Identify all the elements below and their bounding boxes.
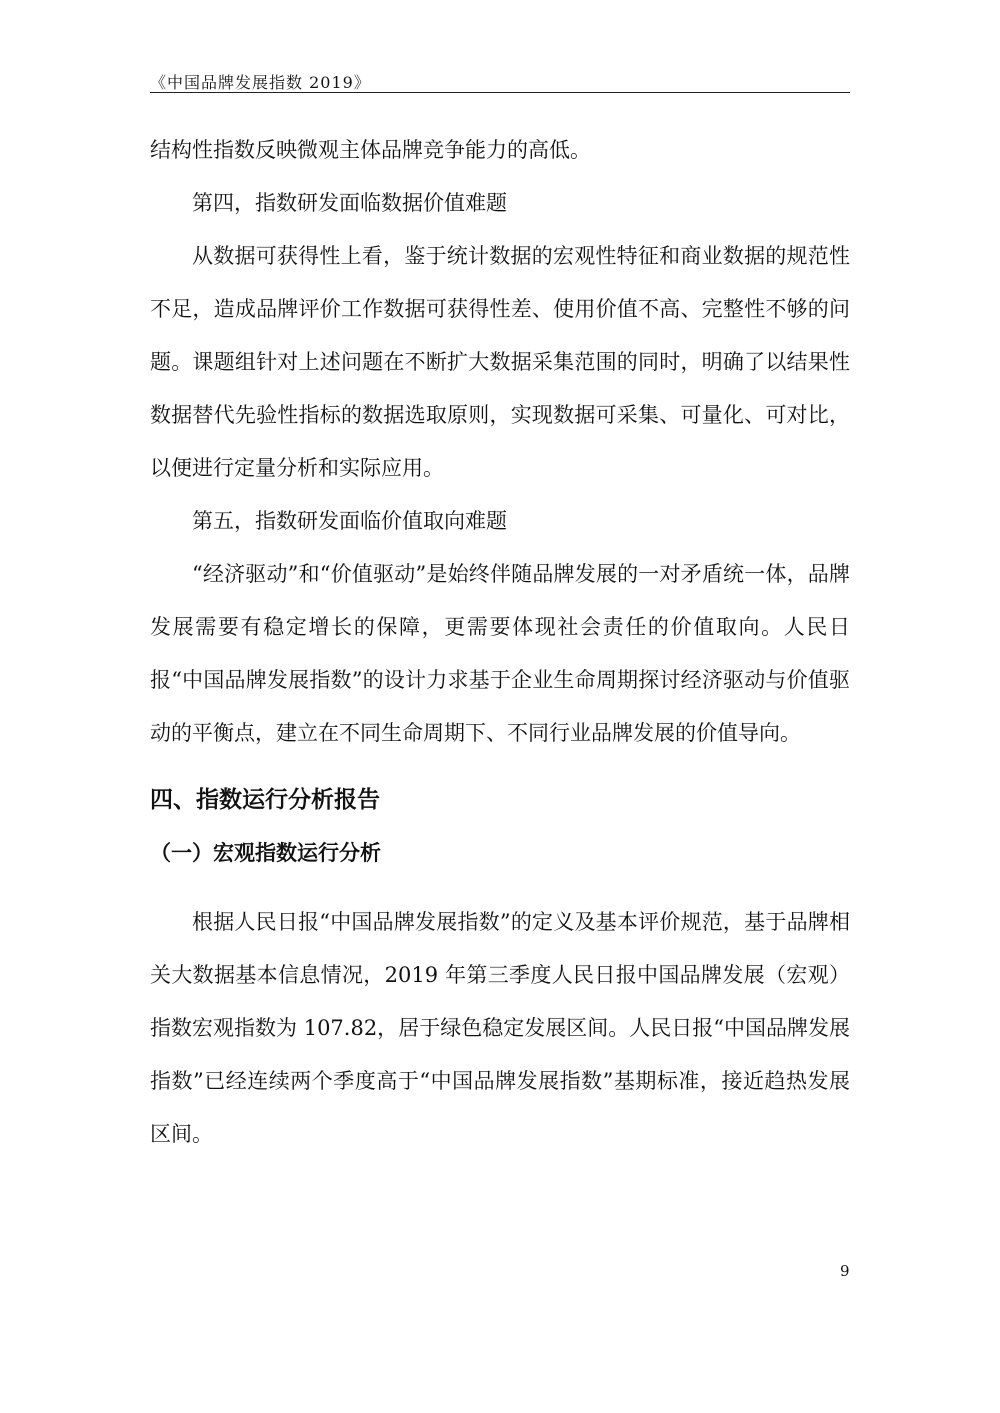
point-five-heading: 第五，指数研发面临价值取向难题 [192,509,507,533]
page-body [150,124,850,1161]
paragraph-data-availability: 从数据可获得性上看，鉴于统计数据的宏观性特征和商业数据的规范性不足，造成品牌评价工作数据可获得性差、使用价值不高、完整性不够的问题。课题组针对上述问题在不断扩大数据采集范围的同时，明确了以结果性数据替代先验性指标的数据选取原则，实现数据可采集、可量化、可对比，以便进行定量分析和实际应用。 [150,244,850,480]
spacer [150,870,850,896]
header-divider [150,92,850,93]
paragraph-structural-index: 结构性指数反映微观主体品牌竞争能力的高低。 [150,138,591,162]
paragraph-macro-index: 根据人民日报“中国品牌发展指数”的定义及基本评价规范，基于品牌相关大数据基本信息情况，2019 年第三季度人民日报中国品牌发展（宏观）指数宏观指数为 107.82，居于绿色稳定发展区间。人民日报“中国品牌发展指数”已经连续两个季度高于“中国品牌发展指数”基期标准，接近趋热发展区间。 [150,910,850,1146]
paragraph-value-orientation: “经济驱动”和“价值驱动”是始终伴随品牌发展的一对矛盾统一体，品牌发展需要有稳定增长的保障，更需要体现社会责任的价值取向。人民日报“中国品牌发展指数”的设计力求基于企业生命周期探讨经济驱动与价值驱动的平衡点，建立在不同生命周期下、不同行业品牌发展的价值导向。 [150,562,850,745]
point-four-heading: 第四，指数研发面临数据价值难题 [192,191,507,215]
section-heading: 四、指数运行分析报告 [150,787,380,813]
subsection-heading: （一）宏观指数运行分析 [150,841,381,865]
page-number: 9 [840,1262,850,1280]
running-header: 《中国品牌发展指数 2019》 [150,73,371,92]
